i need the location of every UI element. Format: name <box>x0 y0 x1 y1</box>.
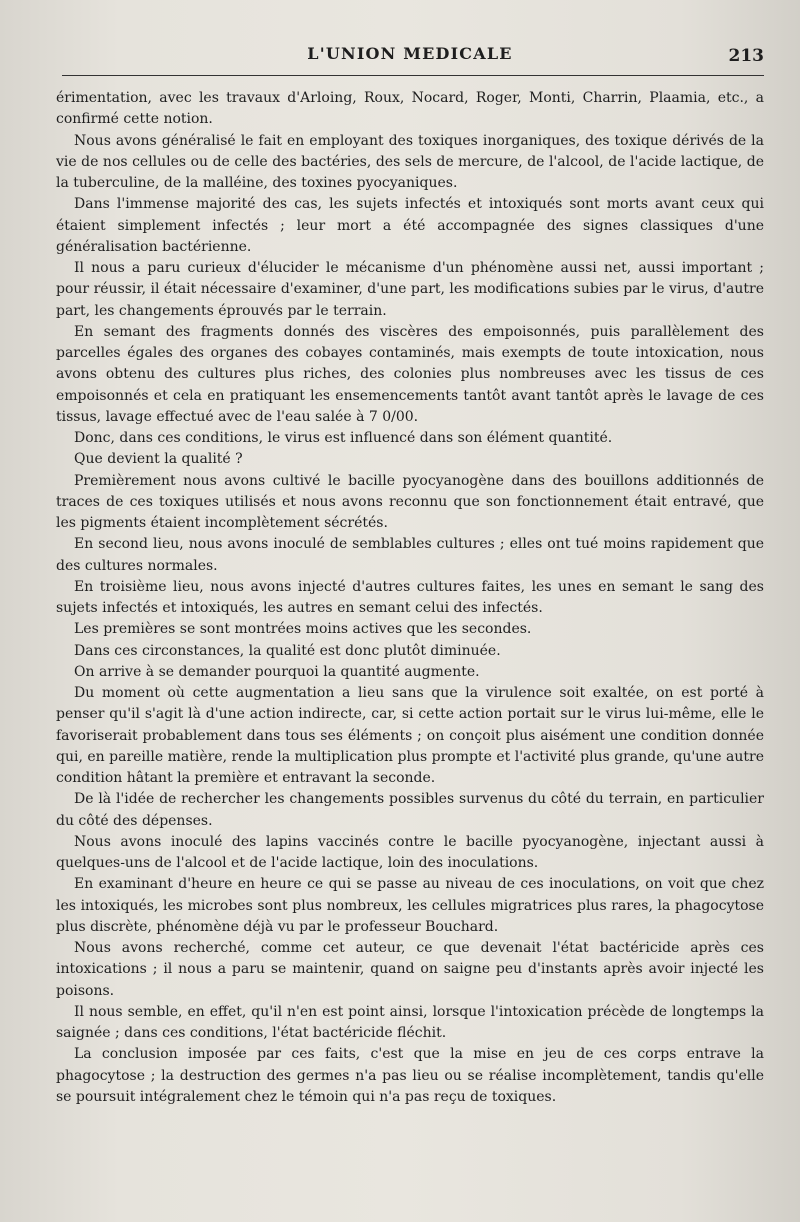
page-number: 213 <box>728 46 764 66</box>
paragraph: Donc, dans ces conditions, le virus est influencé dans son élément quantité. <box>74 430 613 446</box>
paragraph: Nous avons recherché, comme cet auteur, ce que devenait l'état bactéricide après ces intoxications ; il nous a paru se maintenir, quand on saigne peu d'instants après avoir injecté les poisons. <box>56 940 764 999</box>
paragraph: Dans l'immense majorité des cas, les sujets infectés et intoxiqués sont morts avant ceux qui étaient simplement infectés ; leur mort a été accompagnée des signes classiques d'une généralisation bactérienne. <box>56 196 764 255</box>
paragraph: Du moment où cette augmentation a lieu sans que la virulence soit exaltée, on est porté à penser qu'il s'agit là d'une action indirecte, car, si cette action portait sur le virus lui-même, elle le favoriserait probablement dans tous ses éléments ; on conçoit plus aisément une condition donnée qui, en pareille matière, rende la multiplication plus prompte et l'activité plus grande, qu'une autre condition hâtant la première et entravant la seconde. <box>56 685 764 786</box>
body-text <box>56 88 764 1108</box>
paragraph: En examinant d'heure en heure ce qui se passe au niveau de ces inoculations, on voit que chez les intoxiqués, les microbes sont plus nombreux, les cellules migratrices plus rares, la phagocytose plus discrète, phénomène déjà vu par le professeur Bouchard. <box>56 876 764 935</box>
paragraph: La conclusion imposée par ces faits, c'est que la mise en jeu de ces corps entrave la phagocytose ; la destruction des germes n'a pas lieu ou se réalise incomplètement, tandis qu'elle se poursuit intégralement chez le témoin qui n'a pas reçu de toxiques. <box>56 1046 764 1105</box>
paragraph: Il nous semble, en effet, qu'il n'en est point ainsi, lorsque l'intoxication précède de longtemps la saignée ; dans ces conditions, l'état bactéricide fléchit. <box>56 1003 764 1041</box>
paragraph: Dans ces circonstances, la qualité est donc plutôt diminuée. <box>74 642 501 659</box>
paragraph: En semant des fragments donnés des viscères des empoisonnés, puis parallèlement des parcelles égales des organes des cobayes contaminés, mais exempts de toute intoxication, nous avons obtenu des cultures plus riches, des colonies plus nombreuses avec les tissus de ces empoisonnés et cela en pratiquant les ensemencements tantôt avant tantôt après le lavage de ces tissus, lavage effectué avec de l'eau salée à 7 0/00. <box>56 323 764 425</box>
paragraph: On arrive à se demander pourquoi la quantité augmente. <box>74 663 480 680</box>
paragraph: Nous avons généralisé le fait en employant des toxiques inorganiques, des toxique dérivés de la vie de nos cellules ou de celle des bactéries, des sels de mercure, de l'alcool, de l'acide lactique, de la tuberculine, de la malléine, des toxines pyocyaniques. <box>56 132 764 191</box>
paragraph: Nous avons inoculé des lapins vaccinés contre le bacille pyocyanogène, injectant aussi à quelques-uns de l'alcool et de l'acide lactique, loin des inoculations. <box>56 833 764 871</box>
header-rule <box>62 75 764 76</box>
paragraph: Que devient la qualité ? <box>74 451 243 468</box>
page-header <box>56 44 764 78</box>
paragraph: En troisième lieu, nous avons injecté d'autres cultures faites, les unes en semant le sang des sujets infectés et intoxiqués, les autres en semant celui des infectés. <box>56 578 764 616</box>
paragraph: Premièrement nous avons cultivé le bacille pyocyanogène dans des bouillons additionnés de traces de ces toxiques utilisés et nous avons reconnu que son fonctionnement était entravé, que les pigments étaient incomplètement sécrétés. <box>56 472 764 531</box>
paragraph: érimentation, avec les travaux d'Arloing, Roux, Nocard, Roger, Monti, Charrin, Plaamia, etc., a confirmé cette notion. <box>56 90 764 128</box>
paragraph: Les premières se sont montrées moins actives que les secondes. <box>74 621 532 638</box>
paragraph: De là l'idée de rechercher les changements possibles survenus du côté du terrain, en particulier du côté des dépenses. <box>56 791 764 829</box>
paragraph: Il nous a paru curieux d'élucider le mécanisme d'un phénomène aussi net, aussi important ; pour réussir, il était nécessaire d'examiner, d'une part, les modifications subies par le virus, d'autre part, les changements éprouvés par le terrain. <box>56 260 764 319</box>
paragraph: En second lieu, nous avons inoculé de semblables cultures ; elles ont tué moins rapidement que des cultures normales. <box>56 536 764 574</box>
running-title: L'UNION MEDICALE <box>307 44 513 63</box>
